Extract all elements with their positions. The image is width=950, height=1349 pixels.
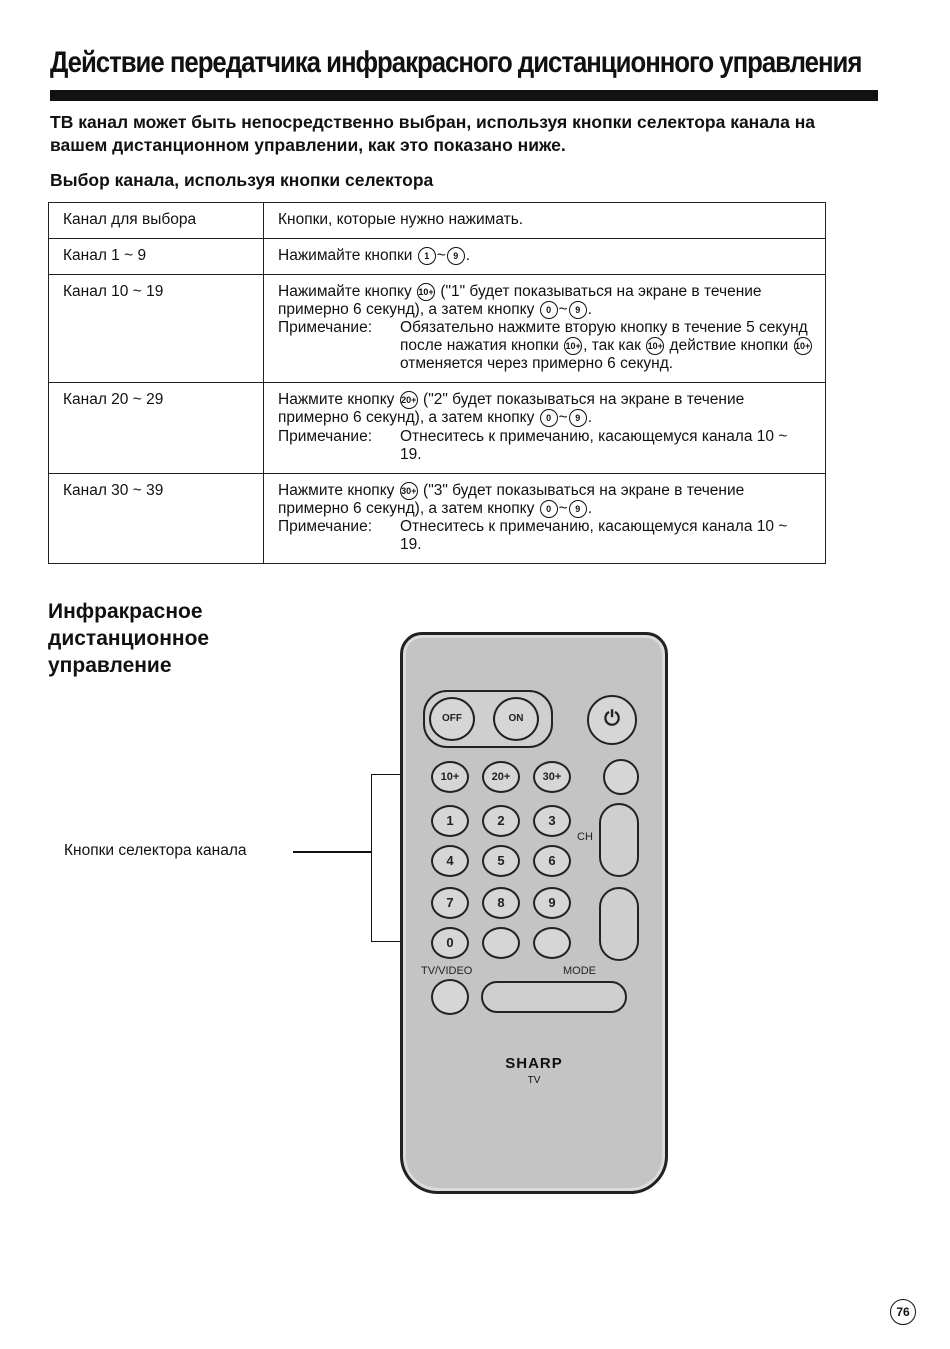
key-icon: 0 — [540, 301, 558, 319]
channel-cell: Канал 30 ~ 39 — [49, 473, 264, 563]
range-sep: ~ — [436, 247, 446, 265]
instruction-text: ("1" будет показываться на экране в течение примерно 6 секунд), а затем кнопку — [278, 283, 762, 319]
range-sep: ~ — [558, 499, 568, 517]
power-button: ⏻ — [587, 695, 637, 745]
channel-rocker — [599, 803, 639, 877]
on-button: ON — [493, 697, 539, 741]
channel-table — [48, 202, 826, 564]
tvvideo-button — [431, 979, 469, 1015]
key-icon: 10+ — [417, 283, 435, 301]
tvvideo-label: TV/VIDEO — [421, 965, 473, 977]
brand-sub: TV — [527, 1075, 541, 1086]
key-icon: 10+ — [564, 337, 582, 355]
section-heading-line: управление — [48, 654, 172, 677]
note-text — [400, 319, 813, 373]
remote-control-illustration — [400, 632, 668, 1194]
note-text: Отнеситесь к примечанию, касающемуся канала 10 ~ 19. — [400, 427, 788, 463]
ch-label: CH — [577, 831, 593, 843]
brand-logo: SHARP — [505, 1055, 563, 1072]
mute-button — [533, 927, 571, 959]
callout-label: Кнопки селектора канала — [64, 842, 247, 859]
digit-1: 1 — [431, 805, 469, 837]
digit-4: 4 — [431, 845, 469, 877]
digit-7: 7 — [431, 887, 469, 919]
punct: . — [465, 247, 471, 265]
section-heading — [48, 598, 209, 679]
note-part: действие кнопки — [669, 337, 789, 355]
instruction-text: Нажмите кнопку — [278, 391, 395, 409]
page-number: 76 — [890, 1299, 916, 1325]
channel-cell: Канал 10 ~ 19 — [49, 275, 264, 383]
instruction-cell — [264, 473, 826, 563]
table-row — [49, 383, 826, 473]
instruction-cell — [264, 239, 826, 275]
instruction-text: Нажмите кнопку — [278, 481, 395, 499]
key-icon: 9 — [447, 247, 465, 265]
table-row — [49, 473, 826, 563]
key-icon: 0 — [540, 409, 558, 427]
digit-6: 6 — [533, 845, 571, 877]
instruction-cell — [264, 383, 826, 473]
subheading: Выбор канала, используя кнопки селектора — [50, 170, 434, 190]
off-button: OFF — [429, 697, 475, 741]
channel-cell: Канал 1 ~ 9 — [49, 239, 264, 275]
note-part: Обязательно нажмите вторую кнопку в течение 5 секунд после нажатия кнопки — [400, 319, 808, 355]
digit-2: 2 — [482, 805, 520, 837]
table-row — [49, 275, 826, 383]
note-label: Примечание: — [278, 517, 373, 535]
range-sep: ~ — [558, 409, 568, 427]
key-icon: 10+ — [794, 337, 812, 355]
callout-line — [293, 851, 371, 853]
table-header-row — [49, 203, 826, 239]
punct: . — [587, 409, 593, 427]
key-icon: 9 — [569, 301, 587, 319]
section-heading-line: Инфракрасное — [48, 600, 203, 623]
section-heading-line: дистанционное — [48, 627, 210, 650]
digit-8: 8 — [482, 887, 520, 919]
note-label: Примечание: — [278, 427, 373, 445]
punct: . — [587, 499, 593, 517]
note-text: Отнеситесь к примечанию, касающемуся канала 10 ~ 19. — [400, 517, 788, 553]
button-20plus: 20+ — [482, 761, 520, 793]
range-sep: ~ — [558, 301, 568, 319]
key-icon: 1 — [418, 247, 436, 265]
button-10plus: 10+ — [431, 761, 469, 793]
intro-text: ТВ канал может быть непосредственно выбран, используя кнопки селектора канала на вашем дистанционном управлении, как это показано ниже. — [50, 112, 816, 155]
digit-3: 3 — [533, 805, 571, 837]
note — [278, 428, 813, 464]
channel-cell: Канал 20 ~ 29 — [49, 383, 264, 473]
note-part: отменяется через примерно 6 секунд. — [400, 355, 674, 373]
volume-rocker — [599, 887, 639, 961]
key-icon: 10+ — [646, 337, 664, 355]
header-cell: Канал для выбора — [49, 203, 264, 239]
key-icon: 0 — [540, 500, 558, 518]
instruction-text: ("3" будет показываться на экране в течение примерно 6 секунд), а затем кнопку — [278, 481, 745, 517]
page-title: Действие передатчика инфракрасного дистанционного управления — [50, 46, 862, 79]
teletext-button — [603, 759, 639, 795]
table-row — [49, 239, 826, 275]
note-part: , так как — [583, 337, 641, 355]
digit-9: 9 — [533, 887, 571, 919]
title-rule — [50, 90, 878, 101]
menu-bar — [481, 981, 627, 1013]
button-30plus: 30+ — [533, 761, 571, 793]
flashback-button — [482, 927, 520, 959]
key-icon: 9 — [569, 409, 587, 427]
instruction-text: ("2" будет показываться на экране в течение примерно 6 секунд), а затем кнопку — [278, 391, 745, 427]
mode-label: MODE — [563, 965, 596, 977]
digit-0: 0 — [431, 927, 469, 959]
header-cell: Кнопки, которые нужно нажимать. — [264, 203, 826, 239]
digit-5: 5 — [482, 845, 520, 877]
instruction-text: Нажимайте кнопку — [278, 283, 412, 301]
punct: . — [587, 301, 593, 319]
note — [278, 319, 813, 373]
note — [278, 518, 813, 554]
instruction-cell — [264, 275, 826, 383]
key-icon: 30+ — [400, 482, 418, 500]
key-icon: 20+ — [400, 391, 418, 409]
key-icon: 9 — [569, 500, 587, 518]
instruction-text: Нажимайте кнопки — [278, 247, 413, 265]
note-label: Примечание: — [278, 319, 373, 337]
